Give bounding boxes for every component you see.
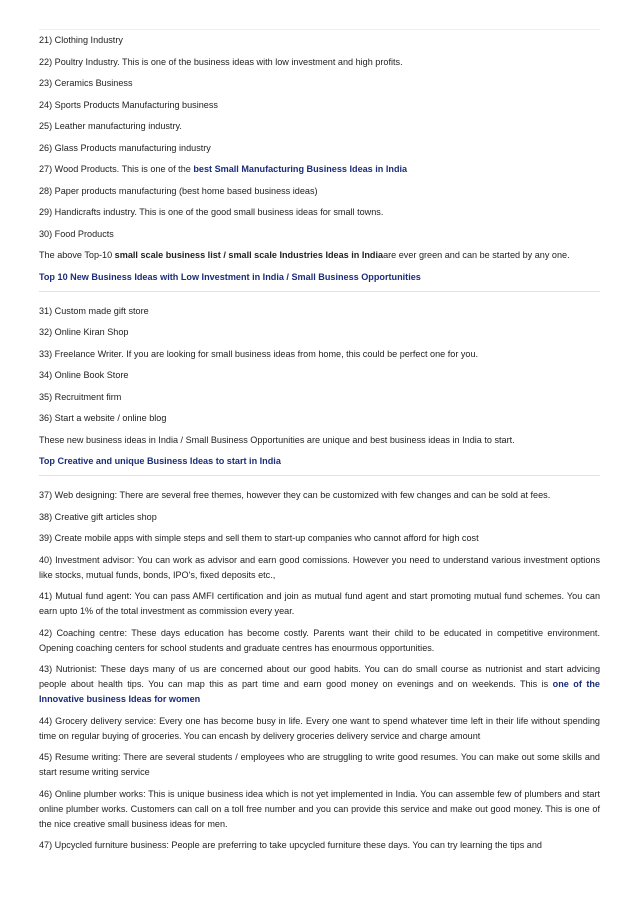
list-item: 21) Clothing Industry [39, 35, 123, 45]
list-item: 25) Leather manufacturing industry. [39, 121, 182, 131]
section-heading-link[interactable]: Top 10 New Business Ideas with Low Investment in India / Small Business Opportunities [39, 271, 421, 282]
summary-paragraph: These new business ideas in India / Small Business Opportunities are unique and best business ideas in India to start. [39, 434, 515, 445]
list-item: 34) Online Book Store [39, 370, 129, 380]
summary-paragraph [39, 248, 600, 263]
top-divider [39, 29, 600, 30]
list-item: 42) Coaching centre: These days education has become costly. Parents want their child to be educated in competitive environment. Opening coaching centers for school students and graduate centres has enourmous opportunities. [39, 627, 600, 653]
list-item-text: 43) Nutrionist: These days many of us are concerned about our good habits. You can do small course as nutrionist and start advicing people about health tips. You can map this as part time and earn good money on evenings and on weekends. This is [39, 664, 600, 689]
list-item: 37) Web designing: There are several free themes, however they can be customized with few changes and can be sold at fees. [39, 490, 551, 500]
list-item: 36) Start a website / online blog [39, 413, 167, 423]
document-page [39, 33, 600, 860]
section-divider [39, 475, 600, 476]
manufacturing-ideas-link[interactable]: best Small Manufacturing Business Ideas in India [193, 164, 408, 174]
list-item: 33) Freelance Writer. If you are looking for small business ideas from home, this could be perfect one for you. [39, 348, 479, 359]
list-item: 40) Investment advisor: You can work as advisor and earn good comissions. However you need to understand various investment options like stocks, mutual funds, bonds, IPO's, fixed deposits etc., [39, 554, 600, 580]
list-item: 44) Grocery delivery service: Every one has become busy in life. Every one want to spend whatever time left in their life without spending time on regular buying of groceries. You can encash by delivery groceries delivery service and charge amount [39, 715, 600, 741]
section-heading-link[interactable]: Top Creative and unique Business Ideas to start in India [39, 456, 281, 466]
list-item: 22) Poultry Industry. This is one of the business ideas with low investment and high profits. [39, 56, 403, 67]
list-item: 28) Paper products manufacturing (best home based business ideas) [39, 185, 318, 196]
list-item: 24) Sports Products Manufacturing business [39, 99, 218, 110]
list-item: 39) Create mobile apps with simple steps and sell them to start-up companies who cannot afford for high cost [39, 533, 479, 543]
list-item: 41) Mutual fund agent: You can pass AMFI certification and join as mutual fund agent and start promoting mutual fund schemes. You can earn upto 1% of the total investment as commission every year. [39, 591, 600, 616]
list-item: 23) Ceramics Business [39, 78, 133, 88]
list-item: 45) Resume writing: There are several students / employees who are struggling to write good resumes. You can make out some skills and start resume writing service [39, 752, 600, 777]
list-item [39, 162, 600, 177]
list-item: 35) Recruitment firm [39, 391, 122, 402]
list-item: 47) Upcycled furniture business: People are preferring to take upcycled furniture these days. You can try learning the tips and [39, 840, 542, 850]
summary-text: are ever green and can be started by any one. [383, 250, 570, 260]
section-divider [39, 291, 600, 292]
list-item: 29) Handicrafts industry. This is one of the good small business ideas for small towns. [39, 207, 384, 217]
list-item [39, 662, 600, 707]
list-item: 26) Glass Products manufacturing industry [39, 142, 211, 153]
summary-text: The above Top-10 [39, 250, 115, 260]
list-item: 30) Food Products [39, 228, 114, 239]
innovative-ideas-women-link[interactable]: one of the Innovative business Ideas for women [39, 679, 600, 704]
list-item: 32) Online Kiran Shop [39, 327, 129, 337]
list-item-text: 27) Wood Products. This is one of the [39, 164, 194, 174]
list-item: 31) Custom made gift store [39, 305, 149, 316]
list-item: 46) Online plumber works: This is unique business idea which is not yet implemented in India. You can assemble few of plumbers and start online plumber works. Customers can call on a toll free number and you can provide this service and make out good money. This is one of the nice creative small business ideas for men. [39, 788, 600, 829]
summary-bold-text: small scale business list / small scale Industries Ideas in India [114, 250, 384, 260]
list-item: 38) Creative gift articles shop [39, 511, 157, 522]
